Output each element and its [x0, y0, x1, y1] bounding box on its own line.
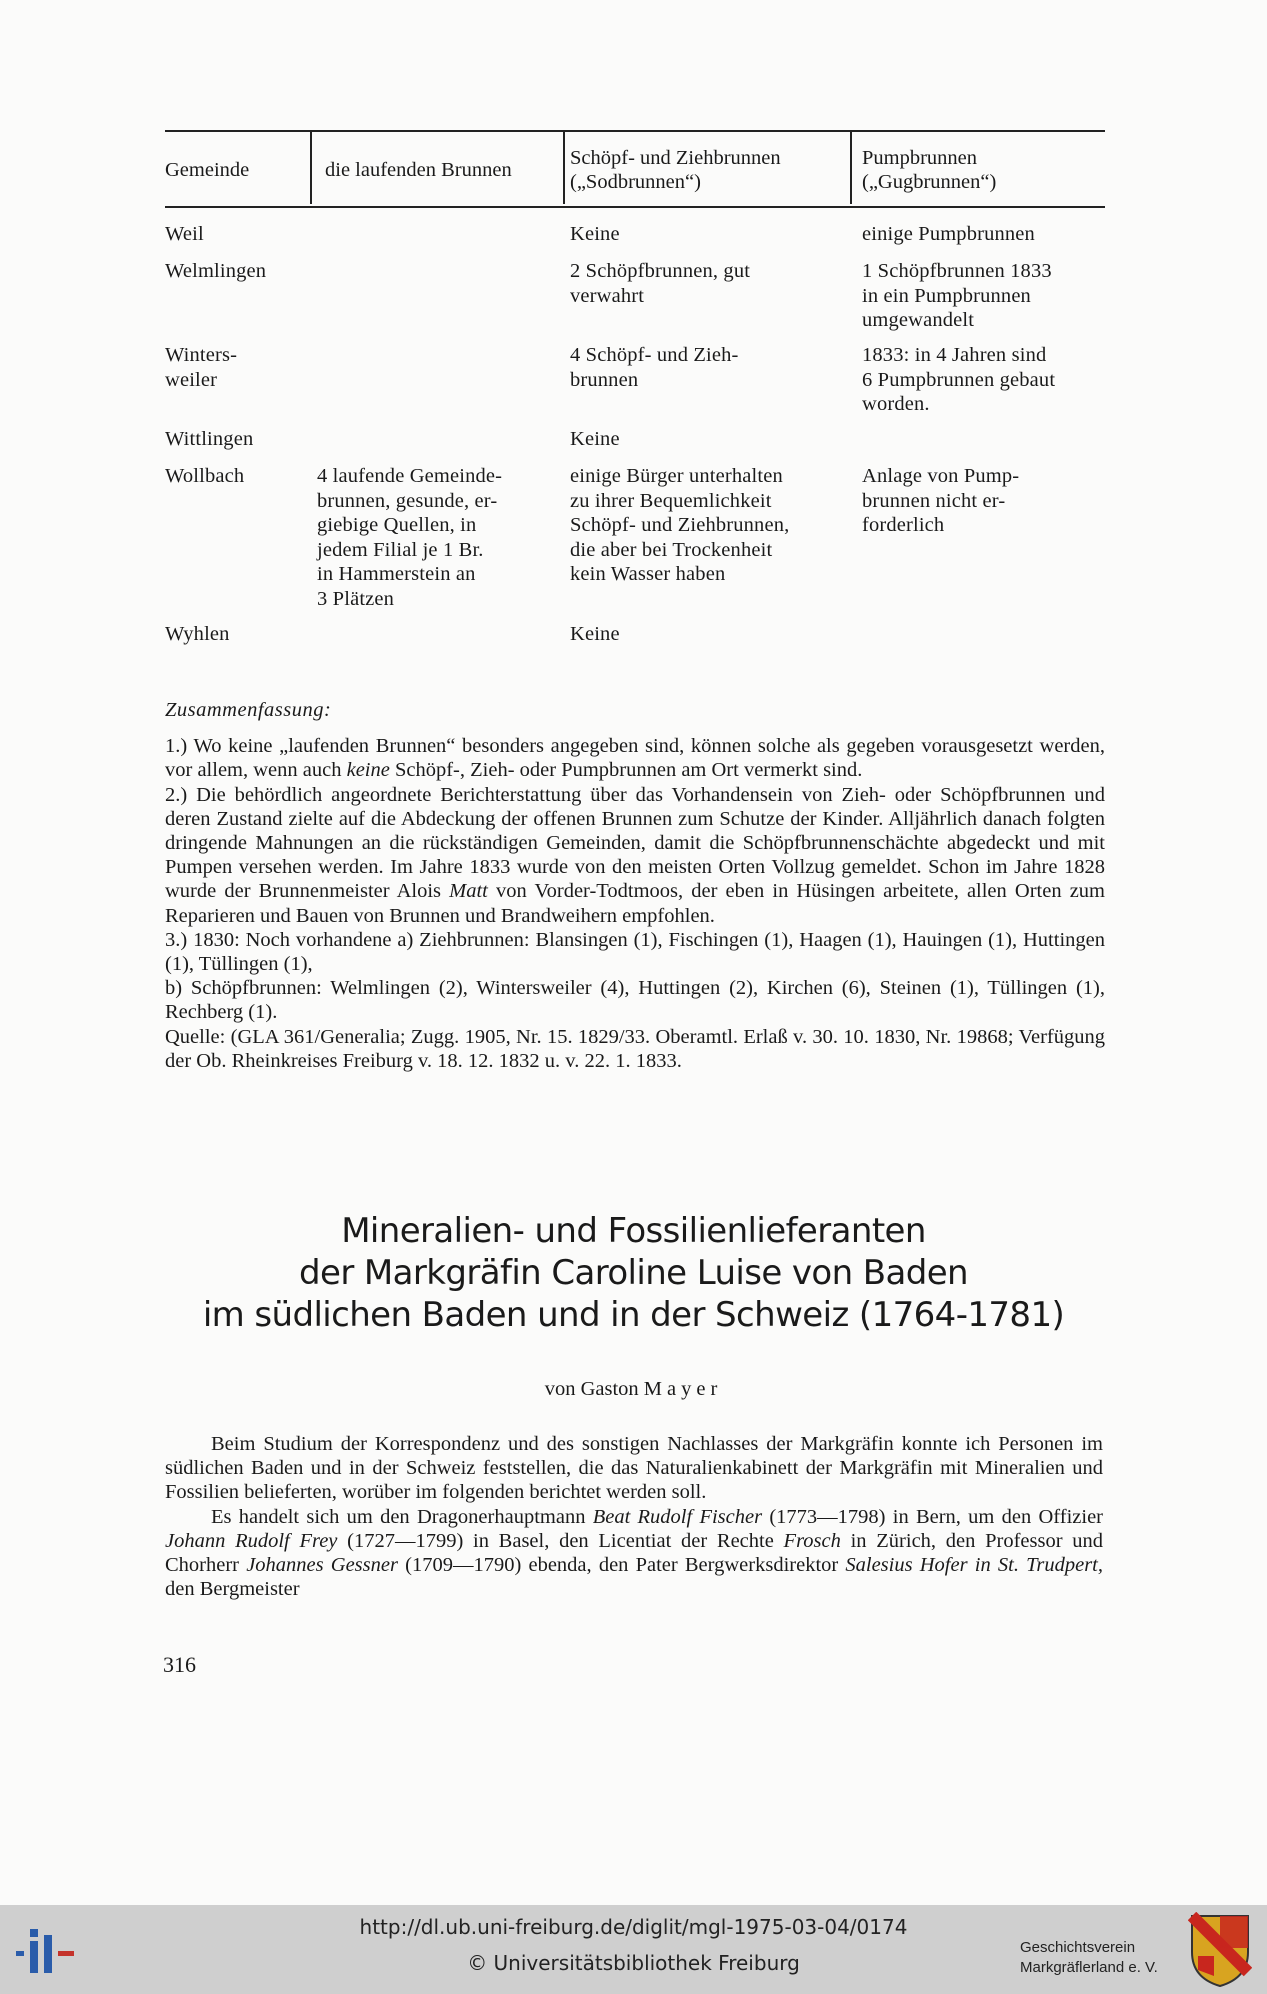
table-cell: Keine [570, 428, 620, 450]
summary-section [165, 698, 1105, 1073]
table-cell: 2 Schöpfbrunnen, gut verwahrt [570, 260, 751, 307]
table-cell: Winters- weiler [165, 344, 238, 391]
table-header-cell: Gemeinde [165, 159, 250, 181]
table-cell: Anlage von Pump- brunnen nicht er- forderlich [862, 465, 1020, 536]
source-note: Quelle: (GLA 361/Generalia; Zugg. 1905, Nr. 15. 1829/33. Oberamtl. Erlaß v. 30. 10. 1830, Nr. 19868; Verfügung der Ob. Rheinkreises Freiburg v. 18. 12. 1832 u. v. 22. 1. 1833. [165, 1025, 1105, 1072]
table-cell: Weil [165, 223, 204, 245]
table-cell: einige Pumpbrunnen [862, 223, 1035, 245]
body-paragraph: Beim Studium der Korrespondenz und des sonstigen Nachlasses der Markgräfin konnte ich Personen im südlichen Baden und in der Schweiz feststellen, die das Naturalienkabinett der Markgräfin mit Mineralien und Fossilien belieferten, worüber im folgenden berichtet werden soll. [165, 1433, 1103, 1504]
body-paragraph: Es handelt sich um den Dragonerhauptmann Beat Rudolf Fischer (1773—1798) in Bern, um den Offizier Johann Rudolf Frey (1727—1799) in Basel, den Licentiat der Rechte Frosch in Zürich, den Professor und Chorherr Johannes Gessner (1709—1790) ebenda, den Pater Bergwerksdirektor Salesius Hofer in St. Trudpert, den Bergmeister [165, 1505, 1104, 1601]
table-cell: 4 laufende Gemeinde- brunnen, gesunde, er- giebige Quellen, in jedem Filial je 1 Br. in Hammerstein an 3 Plätzen [317, 465, 503, 610]
article-title: Mineralien- und Fossilienlieferanten der Markgräfin Caroline Luise von Baden im südlichen Baden und in der Schweiz (1764-1781) [202, 1211, 1065, 1335]
document-url[interactable]: http://dl.ub.uni-freiburg.de/diglit/mgl-1975-03-04/0174 [359, 1915, 908, 1939]
table-header-cell: Schöpf- und Ziehbrunnen („Sodbrunnen“) [570, 147, 781, 193]
author-byline: von Gaston Mayer [544, 1378, 723, 1400]
summary-point: 2.) Die behördlich angeordnete Berichterstattung über das Vorhandensein von Zieh- oder Schöpfbrunnen und deren Zustand zielte auf die Abdeckung der offenen Brunnen zum Schutze der Kinder. Alljährlich danach folgten dringende Mahnungen an die rückständigen Gemeinden, damit die Schöpfbrunnenschächte abgedeckt und mit Pumpen versehen werden. Im Jahre 1833 wurde von den meisten Orten Vollzug gemeldet. Schon im Jahre 1828 wurde der Brunnenmeister Alois Matt von Vorder-Todtmoos, der eben in Hüsingen arbeitete, allen Orten zum Reparieren und Bauen von Brunnen und Brandweihern empfohlen. [165, 783, 1105, 927]
page-number: 316 [163, 1652, 196, 1677]
table-divider [850, 132, 852, 204]
table-header-cell: die laufenden Brunnen [325, 159, 512, 181]
summary-point: 3.) 1830: Noch vorhandene a) Ziehbrunnen: Blansingen (1), Fischingen (1), Haagen (1), Hauingen (1), Huttingen (1), Tüllingen (1), [165, 928, 1105, 976]
table-cell: 4 Schöpf- und Zieh- brunnen [570, 344, 739, 391]
table-cell: Keine [570, 623, 620, 645]
article-body [165, 1432, 1103, 1601]
table-divider [310, 132, 312, 204]
summary-point: 1.) Wo keine „laufenden Brunnen“ besonders angegeben sind, können solche als gegeben vorausgesetzt werden, vor allem, wenn auch keine Schöpf-, Zieh- oder Pumpbrunnen am Ort vermerkt sind. [165, 735, 1105, 782]
table-cell: Wollbach [165, 465, 245, 487]
table-cell: Wyhlen [165, 623, 230, 645]
copyright-notice: © Universitätsbibliothek Freiburg [467, 1951, 800, 1975]
table-cell: 1833: in 4 Jahren sind 6 Pumpbrunnen gebaut worden. [862, 344, 1056, 415]
table-cell: einige Bürger unterhalten zu ihrer Bequemlichkeit Schöpf- und Ziehbrunnen, die aber bei Trockenheit kein Wasser haben [570, 465, 790, 585]
summary-heading: Zusammenfassung: [165, 699, 332, 721]
summary-point: b) Schöpfbrunnen: Welmlingen (2), Wintersweiler (4), Huttingen (2), Kirchen (6), Steinen (1), Tüllingen (1), Rechberg (1). [165, 977, 1105, 1024]
table-cell: Welmlingen [165, 260, 267, 282]
table-cell: Wittlingen [165, 428, 254, 450]
table-header-cell: Pumpbrunnen („Gugbrunnen“) [862, 147, 997, 193]
society-name: Geschichtsverein Markgräflerland e. V. [1020, 1939, 1158, 1976]
table-cell: 1 Schöpfbrunnen 1833 in ein Pumpbrunnen umgewandelt [862, 260, 1052, 331]
table-top-rule [165, 130, 1105, 132]
table-header-rule [165, 206, 1105, 208]
table-cell: Keine [570, 223, 620, 245]
coat-of-arms-icon [1188, 1912, 1252, 1988]
footer-bar [0, 1905, 1267, 1994]
